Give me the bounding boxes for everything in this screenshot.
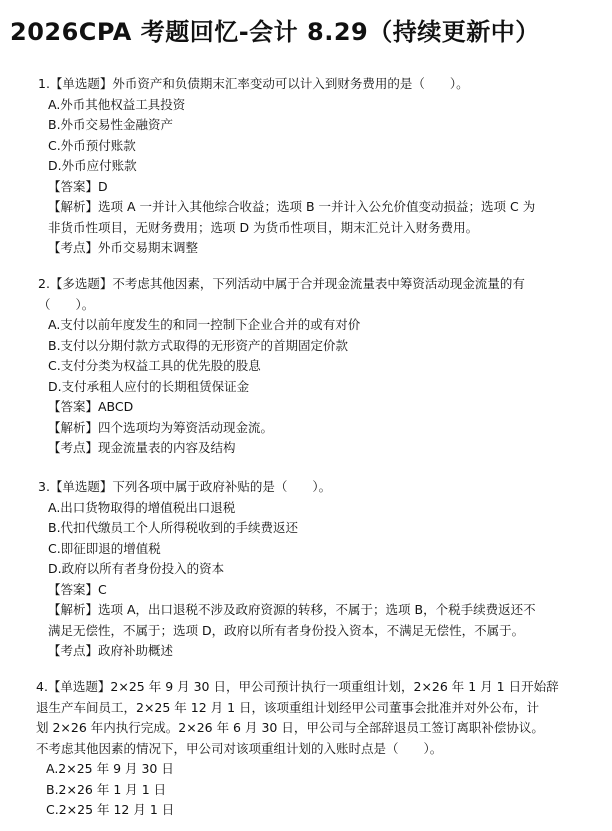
analysis-line: 【解析】四个选项均为筹资活动现金流。 [48,419,274,435]
question-3 [38,477,578,662]
analysis-line: 非货币性项目，无财务费用；选项 D 为货币性项目，期末汇兑计入财务费用。 [48,219,479,235]
option-a: A.支付以前年度发生的和同一控制下企业合并的或有对价 [48,317,361,332]
question-stem: 划 2×26 年内执行完成。2×26 年 6 月 30 日，甲公司与全部辞退员工签订离职补偿协议。 [36,720,544,735]
option-b: B.代扣代缴员工个人所得税收到的手续费返还 [48,520,299,535]
key-point: 【考点】政府补助概述 [48,643,174,658]
question-1 [38,74,578,259]
key-point: 【考点】现金流量表的内容及结构 [48,440,236,455]
option-d: D.政府以所有者身份投入的资本 [48,561,225,576]
option-d: D.支付承租人应付的长期租赁保证金 [48,378,250,394]
option-c: C.即征即退的增值税 [48,540,161,556]
option-c: C.2×25 年 12 月 1 日 [46,802,175,817]
question-2 [38,274,578,459]
question-stem: （ ）。 [38,296,95,312]
option-b: B.支付以分期付款方式取得的无形资产的首期固定价款 [48,337,349,353]
answer: 【答案】ABCD [48,399,134,414]
question-stem: 3.【单选题】下列各项中属于政府补贴的是（ ）。 [38,479,332,494]
question-4 [36,677,576,821]
option-d: D.外币应付账款 [48,158,137,173]
answer: 【答案】C [48,581,107,597]
analysis-line: 【解析】选项 A，出口退税不涉及政府资源的转移，不属于；选项 B，个税手续费返还不 [48,602,536,617]
option-a: A.2×25 年 9 月 30 日 [46,761,174,776]
analysis-line: 满足无偿性，不属于；选项 D，政府以所有者身份投入资本，不满足无偿性，不属于。 [48,622,525,638]
page-title: 2026CPA 考题回忆-会计 8.29（持续更新中） [10,18,540,46]
answer: 【答案】D [48,178,108,194]
analysis-line: 【解析】选项 A 一并计入其他综合收益；选项 B 一并计入公允价值变动损益；选项 C 为 [48,199,536,214]
option-c: C.支付分类为权益工具的优先股的股息 [48,358,261,373]
option-c: C.外币预付账款 [48,137,136,153]
option-b: B.外币交易性金融资产 [48,117,174,132]
question-stem: 退生产车间员工，2×25 年 12 月 1 日，该项重组计划经甲公司董事会批准并对外公布，计 [36,699,540,715]
question-stem: 1.【单选题】外币资产和负债期末汇率变动可以计入到财务费用的是（ ）。 [38,76,469,91]
option-a: A.出口货物取得的增值税出口退税 [48,499,236,515]
option-b: B.2×26 年 1 月 1 日 [46,781,167,797]
question-stem: 2.【多选题】不考虑其他因素，下列活动中属于合并现金流量表中筹资活动现金流量的有 [38,276,525,291]
question-stem: 4.【单选题】2×25 年 9 月 30 日，甲公司预计执行一项重组计划，2×26 年 1 月 1 日开始辞 [36,679,559,694]
question-stem: 不考虑其他因素的情况下，甲公司对该项重组计划的入账时点是（ ）。 [36,740,443,756]
option-a: A.外币其他权益工具投资 [48,96,186,112]
key-point: 【考点】外币交易期末调整 [48,240,199,255]
